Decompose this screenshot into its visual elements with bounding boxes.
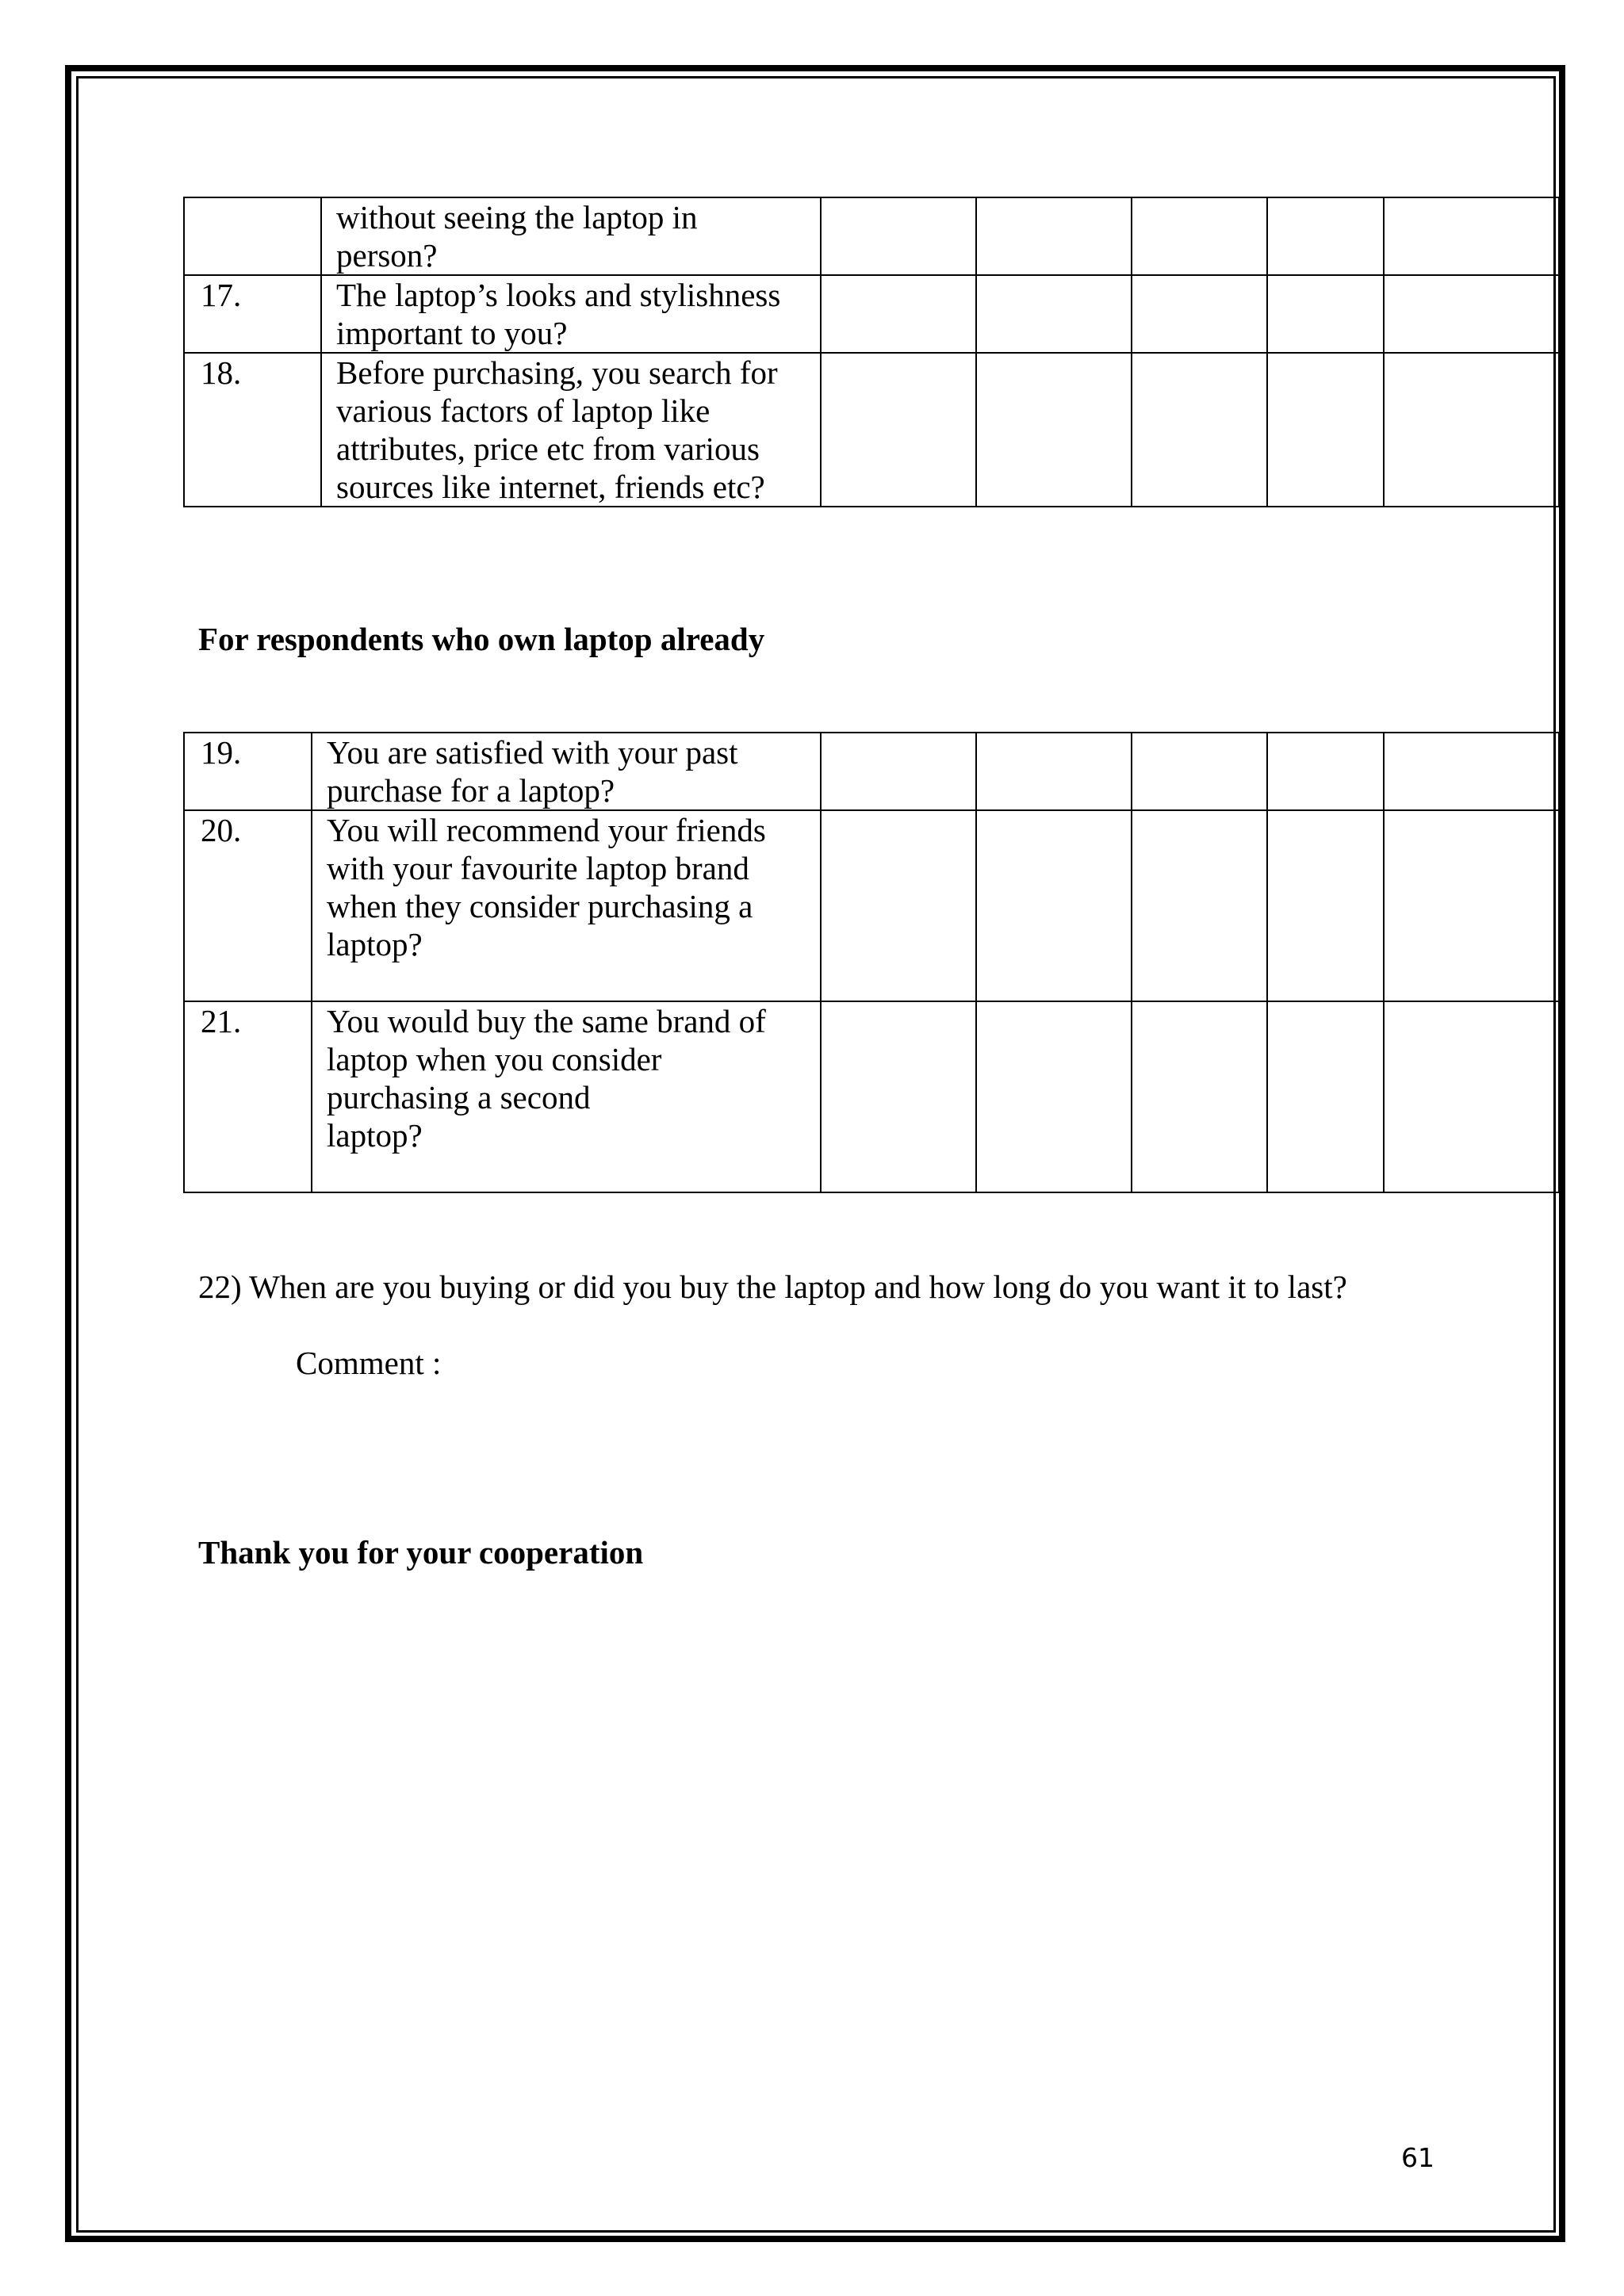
question-number: 19. xyxy=(184,733,312,810)
rating-cell[interactable] xyxy=(1267,275,1384,353)
rating-cell[interactable] xyxy=(1384,810,1559,1001)
rating-cell[interactable] xyxy=(1132,353,1267,507)
rating-cell[interactable] xyxy=(976,275,1132,353)
rating-cell[interactable] xyxy=(821,733,976,810)
rating-cell[interactable] xyxy=(821,810,976,1001)
rating-cell[interactable] xyxy=(1384,1001,1559,1192)
question-number: 18. xyxy=(184,353,321,507)
table-row xyxy=(184,810,1559,1001)
rating-cell[interactable] xyxy=(976,733,1132,810)
table-row xyxy=(184,197,1559,275)
rating-cell[interactable] xyxy=(821,1001,976,1192)
rating-cell[interactable] xyxy=(1384,353,1559,507)
rating-cell[interactable] xyxy=(976,353,1132,507)
table-row xyxy=(184,1001,1559,1192)
rating-cell[interactable] xyxy=(1267,353,1384,507)
rating-cell[interactable] xyxy=(1132,197,1267,275)
rating-cell[interactable] xyxy=(1384,197,1559,275)
comment-label: Comment : xyxy=(296,1345,442,1381)
table-row xyxy=(184,353,1559,507)
rating-cell[interactable] xyxy=(1267,1001,1384,1192)
rating-cell[interactable] xyxy=(1267,810,1384,1001)
question-22: 22) When are you buying or did you buy the laptop and how long do you want it to last? xyxy=(198,1269,1347,1305)
table-row xyxy=(184,733,1559,810)
rating-cell[interactable] xyxy=(1267,733,1384,810)
rating-cell[interactable] xyxy=(1384,733,1559,810)
rating-cell[interactable] xyxy=(821,275,976,353)
question-text: without seeing the laptop in person? xyxy=(321,197,821,275)
rating-cell[interactable] xyxy=(1132,1001,1267,1192)
question-text: You are satisfied with your past purchase for a laptop? xyxy=(312,733,821,810)
question-text: The laptop’s looks and stylishness important to you? xyxy=(321,275,821,353)
rating-cell[interactable] xyxy=(1267,197,1384,275)
question-number: 21. xyxy=(184,1001,312,1192)
rating-cell[interactable] xyxy=(976,810,1132,1001)
question-number xyxy=(184,197,321,275)
rating-cell[interactable] xyxy=(1384,275,1559,353)
rating-cell[interactable] xyxy=(1132,810,1267,1001)
rating-cell[interactable] xyxy=(1132,733,1267,810)
table-row xyxy=(184,275,1559,353)
page-number: 61 xyxy=(1401,2142,1434,2173)
question-text: Before purchasing, you search for various factors of laptop like attributes, price etc from various sources like internet, friends etc? xyxy=(321,353,821,507)
rating-cell[interactable] xyxy=(821,353,976,507)
rating-cell[interactable] xyxy=(976,1001,1132,1192)
questionnaire-table-part1 xyxy=(183,197,1560,507)
rating-cell[interactable] xyxy=(1132,275,1267,353)
questionnaire-table-part2 xyxy=(183,732,1560,1193)
section-heading: For respondents who own laptop already xyxy=(198,621,765,657)
closing-thanks: Thank you for your cooperation xyxy=(198,1534,644,1571)
rating-cell[interactable] xyxy=(976,197,1132,275)
question-text: You would buy the same brand of laptop when you consider purchasing a second laptop? xyxy=(312,1001,821,1192)
rating-cell[interactable] xyxy=(821,197,976,275)
question-number: 20. xyxy=(184,810,312,1001)
question-number: 17. xyxy=(184,275,321,353)
question-text: You will recommend your friends with your favourite laptop brand when they consider purchasing a laptop? xyxy=(312,810,821,1001)
